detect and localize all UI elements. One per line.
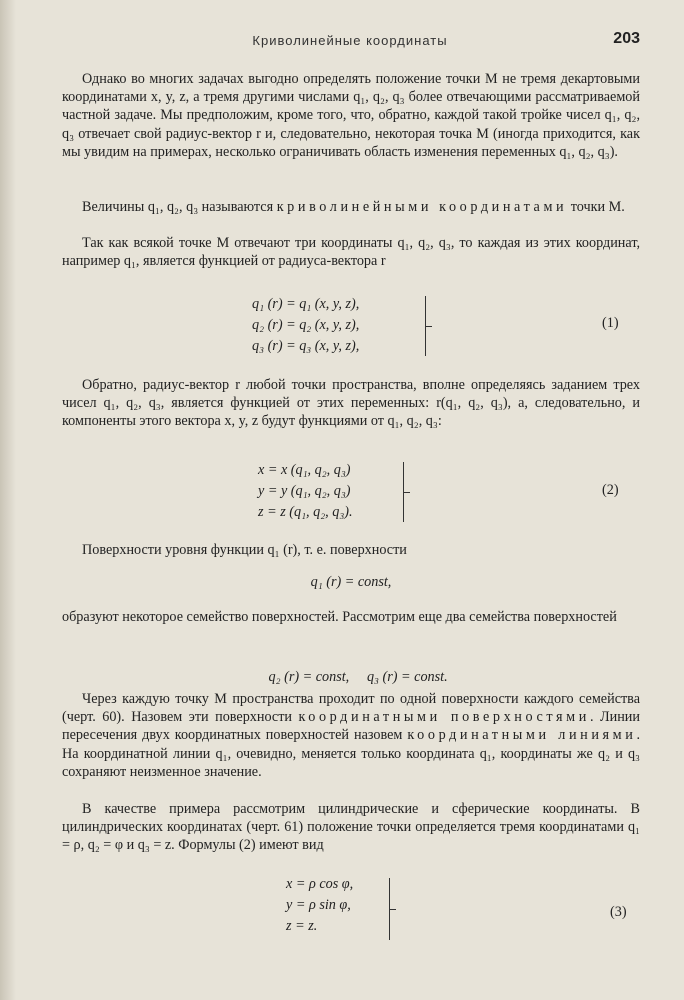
brace-1 <box>418 296 426 356</box>
equation-number-3: (3) <box>610 904 627 920</box>
formula-2: x = x (q₁, q₂, q₃) y = y (q₁, q₂, q₃) z = z (q₁, q₂, q₃). <box>258 462 353 520</box>
paragraph-6: образуют некоторое семейство поверхностей. Рассмотрим еще два семейства поверхностей <box>62 609 617 625</box>
brace-2 <box>396 462 404 522</box>
term-curvilinear-coordinates: криволинейными координатами <box>276 199 568 215</box>
equation-number-1: (1) <box>602 315 619 331</box>
page-header <box>60 30 640 57</box>
term-coordinate-surfaces: координатными поверхностями <box>298 709 590 726</box>
formula-3: q₁ (r) = const, <box>310 574 392 590</box>
paragraph-3: Так как всякой точке M отвечают три координаты q₁, q₂, q₃, то каждая из этих координат, например q₁, является функцией от радиуса-вектора r <box>62 235 640 270</box>
formula-1: q₁ (r) = q₁ (x, y, z), q₂ (r) = q₂ (x, y, z), q₃ (r) = q₃ (x, y, z), <box>252 296 360 354</box>
paragraph-2: Величины q₁, q₂, q₃ называются криволинейными координатами точки M. <box>82 199 625 215</box>
page-number: 203 <box>613 30 640 47</box>
page-spine-shadow <box>0 0 16 1000</box>
brace-3 <box>382 878 390 940</box>
paragraph-1: Однако во многих задачах выгодно определять положение точки M не тремя декартовыми координатами x, y, z, а тремя другими числами q₁, q₂, q₃ более отвечающими рассматриваемой частной задаче. Мы предположим, кроме того, что, обратно, каждой такой тройке чисел q₁, q₂, q₃ отвечает свой радиус-вектор r и, следовательно, некоторая точка M (иногда приходится, как мы увидим на примерах, несколько ограничивать область изменения переменных q₁, q₂, q₃). <box>62 71 640 160</box>
equation-number-2: (2) <box>602 482 619 498</box>
term-coordinate-lines: координатными линиями <box>407 727 637 744</box>
paragraph-7: Через каждую точку M пространства проходит по одной поверхности каждого семейства (черт. 60). Назовем эти поверхности координатными поверхностями. Линии пересечения двух координатных поверхностей назовем координатными линиями. На координатной линии q₁, очевидно, меняется только координата q₁, координаты же q₂ и q₃ сохраняют неизменное значение. <box>62 691 640 780</box>
paragraph-8: В качестве примера рассмотрим цилиндрические и сферические координаты. В цилиндрических координатах (черт. 61) положение точки определяется тремя координатами q₁ = ρ, q₂ = φ и q₃ = z. Формулы (2) имеют вид <box>62 801 640 854</box>
formula-4: q₂ (r) = const, q₃ (r) = const. <box>268 669 448 685</box>
paragraph-4: Обратно, радиус-вектор r любой точки пространства, вполне определяясь заданием трех чисел q₁, q₂, q₃, является функцией от этих переменных: r(q₁, q₂, q₃), а, следовательно, и компоненты этого вектора x, y, z будут функциями от q₁, q₂, q₃: <box>62 377 640 430</box>
formula-5: x = ρ cos φ, y = ρ sin φ, z = z. <box>286 876 354 934</box>
paragraph-5: Поверхности уровня функции q₁ (r), т. е. поверхности <box>82 542 407 558</box>
running-title: Криволинейные координаты <box>252 33 448 48</box>
